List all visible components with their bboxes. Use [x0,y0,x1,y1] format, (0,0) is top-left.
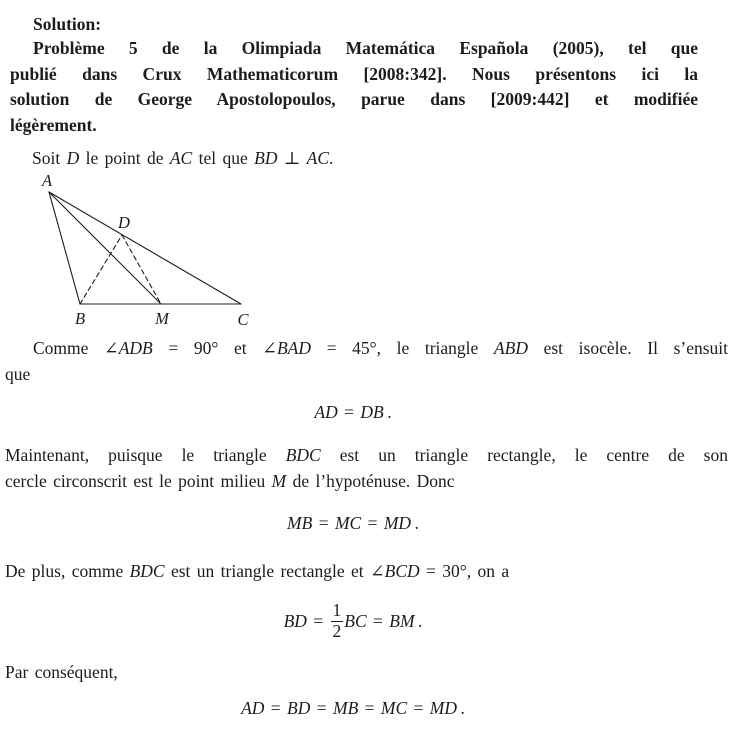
vertex-label-A: A [41,171,53,190]
text-run: ∠ [262,338,277,358]
paragraph-comme-line-2: que [5,364,31,384]
math-variable: MC [334,513,362,533]
equation-bd-half-bc-bm [0,598,706,644]
text-run: ∠ [369,561,385,581]
text-run: = 90° et [152,338,263,358]
text-run: = [337,402,361,422]
math-variable: BDC [129,561,165,581]
text-run: le point de [79,148,170,168]
text-run: = 45°, le triangle [310,338,494,358]
intro-paragraph [10,36,698,139]
fraction-numerator: 1 [332,599,342,620]
text-run: = [264,698,288,718]
math-variable: M [271,470,287,491]
text-run: Soit [32,148,67,168]
math-variable: BCD [384,561,420,581]
text-run: Comme [33,338,105,358]
text-run: = [407,698,430,718]
math-variable: BD [283,610,307,631]
vertex-label-B: B [74,309,86,328]
math-variable: MD [383,513,412,533]
text-run: = [358,698,381,718]
intro-line-1: Problème 5 de la Olimpiada Matemática Española (2005), tel que [33,38,698,58]
intro-line-3: solution de George Apostolopoulos, parue dans [2009:442] et modifiée [10,89,698,110]
text-run: de l’hypoténuse. Donc [286,470,455,491]
math-variable: MD [429,698,457,718]
text-run: ∠ [104,338,119,358]
text-run: est un triangle rectangle, le centre de son [320,445,728,465]
math-variable: BM [389,610,415,631]
math-variable: BD [254,148,278,168]
math-variable: MC [380,698,408,718]
fraction-denominator: 2 [332,620,342,641]
text-run: . [414,610,423,631]
math-variable: D [66,148,80,168]
text-run: . [383,402,392,422]
text-run: = [361,513,384,533]
text-run: cercle circonscrit est le point milieu [5,470,272,491]
segment-AB [49,192,80,304]
text-run: ⊥ [277,148,307,168]
text-run: est un triangle rectangle et [164,561,370,581]
text-run: Maintenant, puisque le triangle [5,445,286,465]
segment-BD-dashed [80,235,122,304]
math-variable: BDC [285,445,321,465]
intro-line-2: publié dans Crux Mathematicorum [2008:342]. Nous présentons ici la [10,63,698,84]
text-run: = [366,610,390,631]
text-run: tel que [192,148,255,168]
text-run: . [411,513,419,533]
vertex-label-M: M [155,309,169,328]
math-variable: BC [344,610,367,631]
text-run: = [310,698,333,718]
intro-line-4: légèrement. [10,115,97,136]
paragraph-maintenant [5,443,728,494]
solution-heading: Solution: [33,14,102,34]
paragraph-par-consequent: Par conséquent, [5,662,118,682]
equation-ad-bd-mb-mc-md [0,695,706,721]
segment-AC [49,192,241,304]
math-variable: AD [241,698,265,718]
math-variable: BAD [276,338,311,358]
math-variable: MB [287,513,313,533]
text-run: = 30°, on a [419,561,510,581]
paragraph-maintenant-line-2 [5,469,728,495]
math-variable: ABD [493,338,528,358]
equation-mb-mc-md [0,510,706,536]
math-variable: BD [287,698,311,718]
paragraph-maintenant-line-1 [5,443,728,469]
equation-ad-db [0,399,706,425]
text-run: . [329,148,334,168]
text-run: est isocèle. Il s’ensuit [527,338,729,358]
math-variable: AD [314,402,338,422]
math-variable: MB [333,698,359,718]
math-variable: DB [360,402,384,422]
text-run: = [306,610,330,631]
geometry-figure [30,166,260,330]
vertex-label-D: D [118,213,130,232]
math-variable: AC [306,148,330,168]
paragraph-de-plus [5,559,509,585]
text-run: . [457,698,465,718]
math-variable: ADB [118,338,153,358]
triangle-figure-svg [30,166,260,330]
paragraph-comme-line-1 [33,336,728,362]
text-run: De plus, comme [5,561,130,581]
fraction [331,601,344,641]
vertex-label-C: C [237,310,249,329]
text-run: = [312,513,335,533]
math-variable: AC [169,148,193,168]
